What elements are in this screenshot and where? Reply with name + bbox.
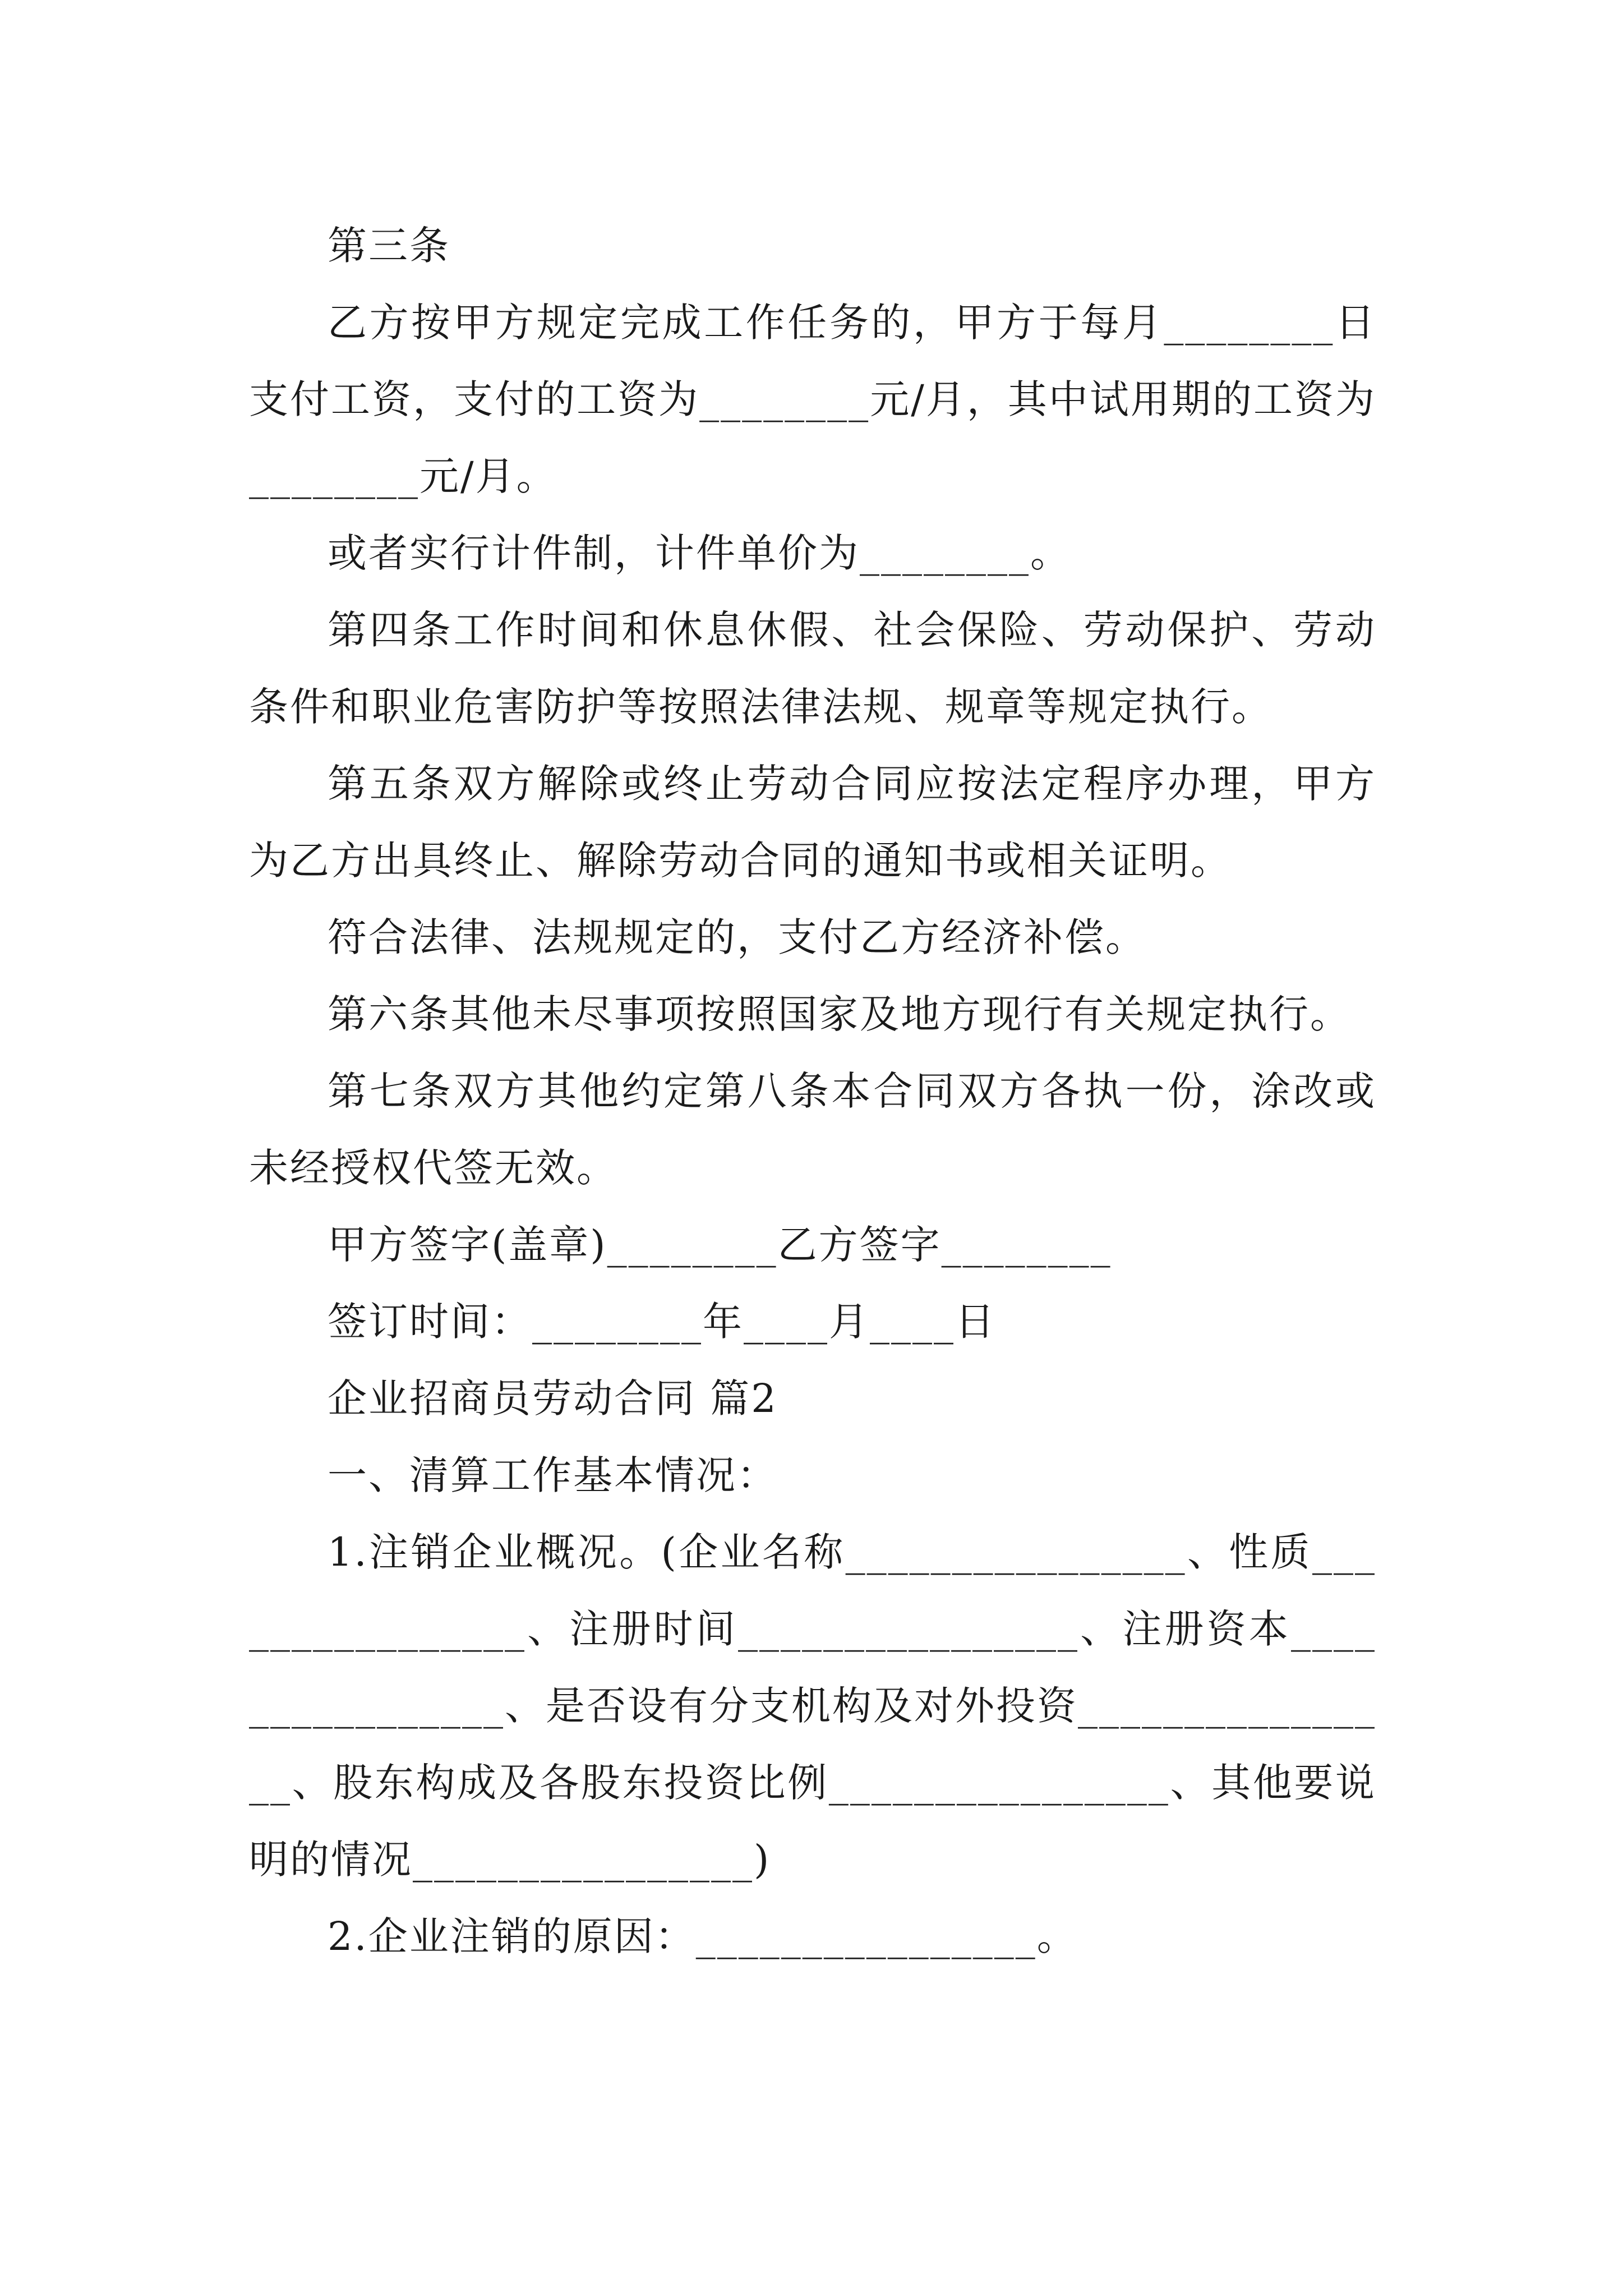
liquidation-heading: 一、清算工作基本情况： (328, 1452, 778, 1498)
section-title: 企业招商员劳动合同 篇2 (328, 1375, 778, 1421)
article-3-heading: 第三条 (328, 223, 450, 269)
article-6-clause: 第六条其他未尽事项按照国家及地方现行有关规定执行。 (328, 991, 1351, 1037)
document-body (249, 208, 1376, 1975)
compensation-clause: 符合法律、法规规定的，支付乙方经济补偿。 (328, 914, 1146, 960)
company-overview-item: 1.注销企业概况。(企业名称________________、性质________________、注册时间________________、注册资本________________、是否设有分支机构及对外投资________________、股东构成及各股东投资比例________________、其他要说明的情况________________) (249, 1529, 1376, 1883)
article-7-8-clause: 第七条双方其他约定第八条本合同双方各执一份，涂改或未经授权代签无效。 (249, 1068, 1376, 1191)
wage-payment-clause: 乙方按甲方规定完成工作任务的，甲方于每月________日支付工资，支付的工资为________元/月，其中试用期的工资为________元/月。 (249, 300, 1376, 499)
cancellation-reason-item: 2.企业注销的原因：________________。 (328, 1913, 1078, 1959)
piece-rate-clause: 或者实行计件制，计件单价为________。 (328, 530, 1071, 576)
article-4-clause: 第四条工作时间和休息休假、社会保险、劳动保护、劳动条件和职业危害防护等按照法律法规、规章等规定执行。 (249, 607, 1376, 730)
signature-line: 甲方签字(盖章)________乙方签字________ (328, 1222, 1112, 1268)
article-5-clause: 第五条双方解除或终止劳动合同应按法定程序办理，甲方为乙方出具终止、解除劳动合同的通知书或相关证明。 (249, 761, 1376, 884)
signing-date-line: 签订时间：________年____月____日 (328, 1299, 996, 1345)
